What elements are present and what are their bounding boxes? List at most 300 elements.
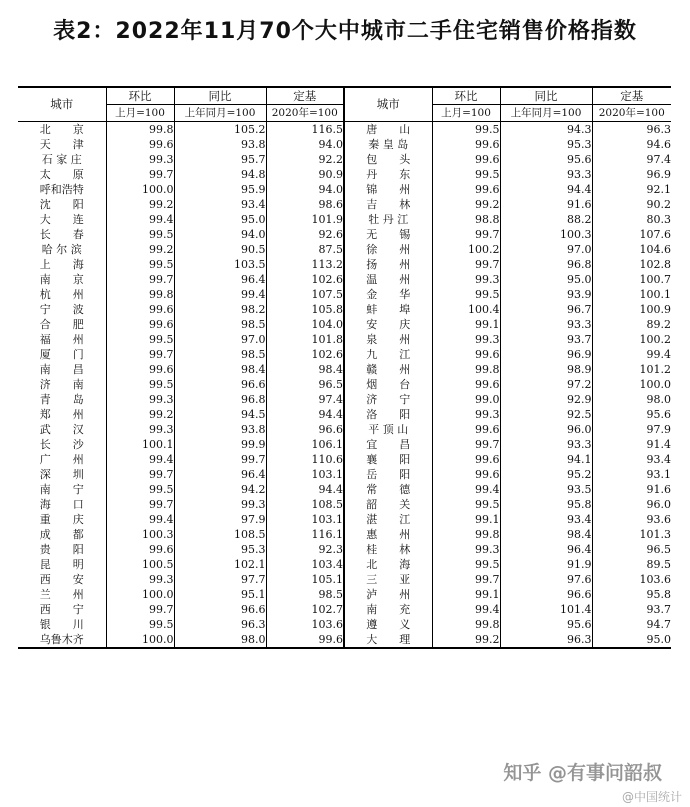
city-name: 锦 州 [344, 182, 432, 197]
fixed-base-index: 97.4 [592, 152, 671, 167]
fixed-base-index: 89.2 [592, 317, 671, 332]
header-fixed-sub: 2020年=100 [266, 105, 344, 122]
mom-index: 99.2 [432, 197, 500, 212]
yoy-index: 91.9 [500, 557, 592, 572]
mom-index: 99.5 [106, 482, 174, 497]
fixed-base-index: 94.0 [266, 182, 344, 197]
mom-index: 99.5 [432, 497, 500, 512]
fixed-base-index: 93.4 [592, 452, 671, 467]
yoy-index: 97.6 [500, 572, 592, 587]
yoy-index: 92.9 [500, 392, 592, 407]
table-row [18, 527, 671, 542]
header-mom: 环比 [106, 87, 174, 105]
fixed-base-index: 92.2 [266, 152, 344, 167]
fixed-base-index: 93.6 [592, 512, 671, 527]
city-name: 深 圳 [39, 468, 84, 481]
yoy-index: 94.1 [500, 452, 592, 467]
city-name: 平 顶 山 [344, 422, 432, 437]
city-name: 长 沙 [39, 438, 84, 451]
mom-index: 99.4 [106, 452, 174, 467]
header-city: 城市 [344, 87, 432, 122]
fixed-base-index: 102.6 [266, 272, 344, 287]
table-row [18, 467, 671, 482]
yoy-index: 95.2 [500, 467, 592, 482]
fixed-base-index: 107.6 [592, 227, 671, 242]
mom-index: 99.8 [432, 362, 500, 377]
yoy-index: 99.4 [174, 287, 266, 302]
header-yoy-sub: 上年同月=100 [174, 105, 266, 122]
mom-index: 100.1 [106, 437, 174, 452]
fixed-base-index: 93.7 [592, 602, 671, 617]
mom-index: 99.1 [432, 587, 500, 602]
table-row [18, 152, 671, 167]
mom-index: 99.5 [432, 122, 500, 138]
table-row [18, 122, 671, 138]
city-name: 石 家 庄 [41, 153, 82, 166]
fixed-base-index: 96.3 [592, 122, 671, 138]
yoy-index: 98.5 [174, 317, 266, 332]
header-city: 城市 [18, 87, 106, 122]
city-name: 海 口 [39, 498, 84, 511]
fixed-base-index: 103.6 [592, 572, 671, 587]
city-name: 北 京 [39, 123, 84, 136]
table-row [18, 377, 671, 392]
mom-index: 99.4 [432, 482, 500, 497]
mom-index: 99.2 [106, 242, 174, 257]
city-name: 哈 尔 滨 [41, 243, 82, 256]
mom-index: 99.4 [106, 512, 174, 527]
fixed-base-index: 92.1 [592, 182, 671, 197]
yoy-index: 97.0 [174, 332, 266, 347]
city-name: 兰 州 [39, 588, 84, 601]
fixed-base-index: 107.5 [266, 287, 344, 302]
table-row [18, 407, 671, 422]
mom-index: 99.8 [432, 527, 500, 542]
mom-index: 99.5 [106, 332, 174, 347]
city-name: 郑 州 [39, 408, 84, 421]
table-row [18, 557, 671, 572]
mom-index: 99.6 [432, 182, 500, 197]
yoy-index: 95.7 [174, 152, 266, 167]
yoy-index: 97.0 [500, 242, 592, 257]
city-name: 乌鲁木齐 [18, 632, 106, 648]
mom-index: 99.4 [432, 602, 500, 617]
header-fixed-sub: 2020年=100 [592, 105, 671, 122]
fixed-base-index: 91.6 [592, 482, 671, 497]
yoy-index: 96.7 [500, 302, 592, 317]
yoy-index: 98.2 [174, 302, 266, 317]
price-index-table [18, 86, 671, 649]
table-row [18, 227, 671, 242]
mom-index: 99.6 [432, 152, 500, 167]
city-name: 烟 台 [344, 377, 432, 392]
fixed-base-index: 96.5 [266, 377, 344, 392]
mom-index: 99.7 [106, 167, 174, 182]
mom-index: 99.5 [432, 167, 500, 182]
table-row [18, 347, 671, 362]
yoy-index: 95.0 [500, 272, 592, 287]
mom-index: 99.5 [432, 557, 500, 572]
city-name: 成 都 [39, 528, 84, 541]
city-name: 南 京 [39, 273, 84, 286]
city-name: 贵 阳 [39, 543, 84, 556]
table-row [18, 422, 671, 437]
fixed-base-index: 97.4 [266, 392, 344, 407]
mom-index: 100.3 [106, 527, 174, 542]
mom-index: 99.7 [432, 227, 500, 242]
table-row [18, 257, 671, 272]
fixed-base-index: 102.7 [266, 602, 344, 617]
yoy-index: 91.6 [500, 197, 592, 212]
mom-index: 99.2 [106, 407, 174, 422]
city-name: 济 宁 [344, 392, 432, 407]
table-row [18, 182, 671, 197]
yoy-index: 95.9 [174, 182, 266, 197]
fixed-base-index: 103.4 [266, 557, 344, 572]
yoy-index: 100.3 [500, 227, 592, 242]
fixed-base-index: 103.1 [266, 467, 344, 482]
watermark-source: @中国统计 [621, 790, 682, 804]
yoy-index: 93.5 [500, 482, 592, 497]
table-row [18, 212, 671, 227]
city-name: 吉 林 [344, 197, 432, 212]
mom-index: 99.8 [432, 617, 500, 632]
fixed-base-index: 100.7 [592, 272, 671, 287]
city-name: 九 江 [344, 347, 432, 362]
yoy-index: 96.0 [500, 422, 592, 437]
mom-index: 100.2 [432, 242, 500, 257]
city-name: 南 宁 [39, 483, 84, 496]
mom-index: 99.7 [106, 272, 174, 287]
fixed-base-index: 98.6 [266, 197, 344, 212]
table-row [18, 317, 671, 332]
fixed-base-index: 104.6 [592, 242, 671, 257]
city-name: 惠 州 [344, 527, 432, 542]
mom-index: 99.6 [432, 137, 500, 152]
fixed-base-index: 99.6 [266, 632, 344, 648]
yoy-index: 97.7 [174, 572, 266, 587]
yoy-index: 97.2 [500, 377, 592, 392]
mom-index: 99.6 [106, 317, 174, 332]
yoy-index: 95.6 [500, 152, 592, 167]
mom-index: 100.0 [106, 182, 174, 197]
fixed-base-index: 108.5 [266, 497, 344, 512]
city-name: 杭 州 [39, 288, 84, 301]
mom-index: 99.6 [432, 347, 500, 362]
mom-index: 99.7 [106, 347, 174, 362]
yoy-index: 94.3 [500, 122, 592, 138]
city-name: 长 春 [39, 228, 84, 241]
yoy-index: 99.9 [174, 437, 266, 452]
mom-index: 99.6 [432, 452, 500, 467]
city-name: 广 州 [39, 453, 84, 466]
mom-index: 99.2 [106, 197, 174, 212]
table-row [18, 512, 671, 527]
yoy-index: 95.6 [500, 617, 592, 632]
fixed-base-index: 96.0 [592, 497, 671, 512]
yoy-index: 93.8 [174, 422, 266, 437]
yoy-index: 98.0 [174, 632, 266, 648]
fixed-base-index: 100.0 [592, 377, 671, 392]
fixed-base-index: 101.9 [266, 212, 344, 227]
header-fixed: 定基 [266, 87, 344, 105]
mom-index: 99.6 [106, 137, 174, 152]
yoy-index: 99.7 [174, 452, 266, 467]
yoy-index: 96.4 [174, 467, 266, 482]
fixed-base-index: 106.1 [266, 437, 344, 452]
mom-index: 99.5 [106, 227, 174, 242]
table-row [18, 437, 671, 452]
table-row [18, 302, 671, 317]
mom-index: 99.6 [106, 302, 174, 317]
fixed-base-index: 95.0 [592, 632, 671, 648]
fixed-base-index: 101.8 [266, 332, 344, 347]
mom-index: 99.6 [432, 422, 500, 437]
table-row [18, 392, 671, 407]
mom-index: 99.7 [106, 602, 174, 617]
yoy-index: 98.9 [500, 362, 592, 377]
yoy-index: 93.4 [500, 512, 592, 527]
header-mom-sub: 上月=100 [106, 105, 174, 122]
yoy-index: 101.4 [500, 602, 592, 617]
fixed-base-index: 94.4 [266, 407, 344, 422]
city-name: 上 海 [39, 258, 84, 271]
yoy-index: 96.3 [174, 617, 266, 632]
city-name: 南 充 [344, 602, 432, 617]
mom-index: 99.3 [432, 272, 500, 287]
mom-index: 99.8 [106, 122, 174, 138]
city-name: 武 汉 [39, 423, 84, 436]
mom-index: 99.5 [106, 617, 174, 632]
fixed-base-index: 101.3 [592, 527, 671, 542]
city-name: 韶 关 [344, 497, 432, 512]
yoy-index: 98.5 [174, 347, 266, 362]
yoy-index: 95.3 [174, 542, 266, 557]
fixed-base-index: 116.1 [266, 527, 344, 542]
yoy-index: 96.4 [500, 542, 592, 557]
yoy-index: 105.2 [174, 122, 266, 138]
yoy-index: 96.9 [500, 347, 592, 362]
table-row [18, 602, 671, 617]
yoy-index: 96.3 [500, 632, 592, 648]
city-name: 岳 阳 [344, 467, 432, 482]
fixed-base-index: 89.5 [592, 557, 671, 572]
yoy-index: 96.6 [500, 587, 592, 602]
fixed-base-index: 94.6 [592, 137, 671, 152]
mom-index: 100.4 [432, 302, 500, 317]
city-name: 北 海 [344, 557, 432, 572]
fixed-base-index: 92.6 [266, 227, 344, 242]
yoy-index: 98.4 [500, 527, 592, 542]
city-name: 常 德 [344, 482, 432, 497]
yoy-index: 94.0 [174, 227, 266, 242]
city-name: 大 理 [344, 632, 432, 648]
yoy-index: 95.0 [174, 212, 266, 227]
city-name: 合 肥 [39, 318, 84, 331]
city-name: 宜 昌 [344, 437, 432, 452]
mom-index: 98.8 [432, 212, 500, 227]
mom-index: 99.3 [106, 572, 174, 587]
fixed-base-index: 97.9 [592, 422, 671, 437]
mom-index: 99.3 [432, 407, 500, 422]
yoy-index: 96.4 [174, 272, 266, 287]
yoy-index: 108.5 [174, 527, 266, 542]
yoy-index: 93.3 [500, 167, 592, 182]
mom-index: 99.5 [106, 377, 174, 392]
table-row [18, 542, 671, 557]
mom-index: 99.7 [432, 257, 500, 272]
fixed-base-index: 90.9 [266, 167, 344, 182]
city-name: 呼和浩特 [39, 183, 84, 196]
yoy-index: 96.8 [500, 257, 592, 272]
yoy-index: 88.2 [500, 212, 592, 227]
mom-index: 99.3 [432, 542, 500, 557]
fixed-base-index: 103.6 [266, 617, 344, 632]
fixed-base-index: 94.7 [592, 617, 671, 632]
fixed-base-index: 95.8 [592, 587, 671, 602]
yoy-index: 96.8 [174, 392, 266, 407]
mom-index: 100.0 [106, 632, 174, 648]
mom-index: 99.8 [106, 287, 174, 302]
city-name: 泸 州 [344, 587, 432, 602]
table-row [18, 572, 671, 587]
fixed-base-index: 96.5 [592, 542, 671, 557]
yoy-index: 93.9 [500, 287, 592, 302]
mom-index: 99.5 [106, 257, 174, 272]
city-name: 洛 阳 [344, 407, 432, 422]
fixed-base-index: 104.0 [266, 317, 344, 332]
table-row [18, 587, 671, 602]
city-name: 济 南 [39, 378, 84, 391]
fixed-base-index: 93.1 [592, 467, 671, 482]
fixed-base-index: 98.5 [266, 587, 344, 602]
yoy-index: 103.5 [174, 257, 266, 272]
city-name: 襄 阳 [344, 452, 432, 467]
fixed-base-index: 94.0 [266, 137, 344, 152]
mom-index: 99.5 [432, 287, 500, 302]
fixed-base-index: 113.2 [266, 257, 344, 272]
yoy-index: 93.7 [500, 332, 592, 347]
fixed-base-index: 110.6 [266, 452, 344, 467]
table-row [18, 197, 671, 212]
fixed-base-index: 101.2 [592, 362, 671, 377]
fixed-base-index: 98.0 [592, 392, 671, 407]
header-mom-sub: 上月=100 [432, 105, 500, 122]
table-row [18, 362, 671, 377]
fixed-base-index: 99.4 [592, 347, 671, 362]
mom-index: 100.0 [106, 587, 174, 602]
city-name: 无 锡 [344, 227, 432, 242]
mom-index: 99.4 [106, 212, 174, 227]
yoy-index: 102.1 [174, 557, 266, 572]
header-yoy: 同比 [174, 87, 266, 105]
table-row [18, 137, 671, 152]
fixed-base-index: 102.6 [266, 347, 344, 362]
fixed-base-index: 105.8 [266, 302, 344, 317]
table-row [18, 482, 671, 497]
mom-index: 99.3 [106, 422, 174, 437]
fixed-base-index: 100.9 [592, 302, 671, 317]
yoy-index: 94.2 [174, 482, 266, 497]
fixed-base-index: 91.4 [592, 437, 671, 452]
table-row [18, 617, 671, 632]
header-fixed: 定基 [592, 87, 671, 105]
city-name: 厦 门 [39, 348, 84, 361]
yoy-index: 95.1 [174, 587, 266, 602]
yoy-index: 99.3 [174, 497, 266, 512]
city-name: 大 连 [39, 213, 84, 226]
fixed-base-index: 100.1 [592, 287, 671, 302]
city-name: 重 庆 [39, 513, 84, 526]
table-body [18, 122, 671, 649]
city-name: 唐 山 [344, 122, 432, 138]
yoy-index: 93.8 [174, 137, 266, 152]
mom-index: 99.6 [106, 362, 174, 377]
mom-index: 99.1 [432, 512, 500, 527]
city-name: 青 岛 [39, 393, 84, 406]
yoy-index: 96.6 [174, 377, 266, 392]
fixed-base-index: 103.1 [266, 512, 344, 527]
fixed-base-index: 80.3 [592, 212, 671, 227]
yoy-index: 93.3 [500, 437, 592, 452]
city-name: 宁 波 [39, 303, 84, 316]
table-row [18, 632, 671, 648]
table-row [18, 167, 671, 182]
yoy-index: 93.4 [174, 197, 266, 212]
mom-index: 99.7 [432, 437, 500, 452]
yoy-index: 92.5 [500, 407, 592, 422]
yoy-index: 95.8 [500, 497, 592, 512]
city-name: 蚌 埠 [344, 302, 432, 317]
mom-index: 100.5 [106, 557, 174, 572]
city-name: 安 庆 [344, 317, 432, 332]
yoy-index: 98.4 [174, 362, 266, 377]
city-name: 湛 江 [344, 512, 432, 527]
table-row [18, 332, 671, 347]
yoy-index: 94.8 [174, 167, 266, 182]
table-row [18, 287, 671, 302]
fixed-base-index: 96.6 [266, 422, 344, 437]
city-name: 丹 东 [344, 167, 432, 182]
fixed-base-index: 96.9 [592, 167, 671, 182]
fixed-base-index: 87.5 [266, 242, 344, 257]
mom-index: 99.2 [432, 632, 500, 648]
city-name: 三 亚 [344, 572, 432, 587]
mom-index: 99.1 [432, 317, 500, 332]
header-yoy-sub: 上年同月=100 [500, 105, 592, 122]
city-name: 沈 阳 [39, 198, 84, 211]
city-name: 秦 皇 岛 [344, 137, 432, 152]
city-name: 南 昌 [39, 363, 84, 376]
yoy-index: 95.3 [500, 137, 592, 152]
city-name: 西 宁 [39, 603, 84, 616]
mom-index: 99.6 [432, 377, 500, 392]
mom-index: 99.7 [106, 497, 174, 512]
city-name: 徐 州 [344, 242, 432, 257]
yoy-index: 94.5 [174, 407, 266, 422]
city-name: 银 川 [39, 618, 84, 631]
table-row [18, 272, 671, 287]
yoy-index: 94.4 [500, 182, 592, 197]
fixed-base-index: 92.3 [266, 542, 344, 557]
yoy-index: 90.5 [174, 242, 266, 257]
mom-index: 99.3 [432, 332, 500, 347]
city-name: 温 州 [344, 272, 432, 287]
yoy-index: 97.9 [174, 512, 266, 527]
city-name: 赣 州 [344, 362, 432, 377]
yoy-index: 93.3 [500, 317, 592, 332]
city-name: 昆 明 [39, 558, 84, 571]
